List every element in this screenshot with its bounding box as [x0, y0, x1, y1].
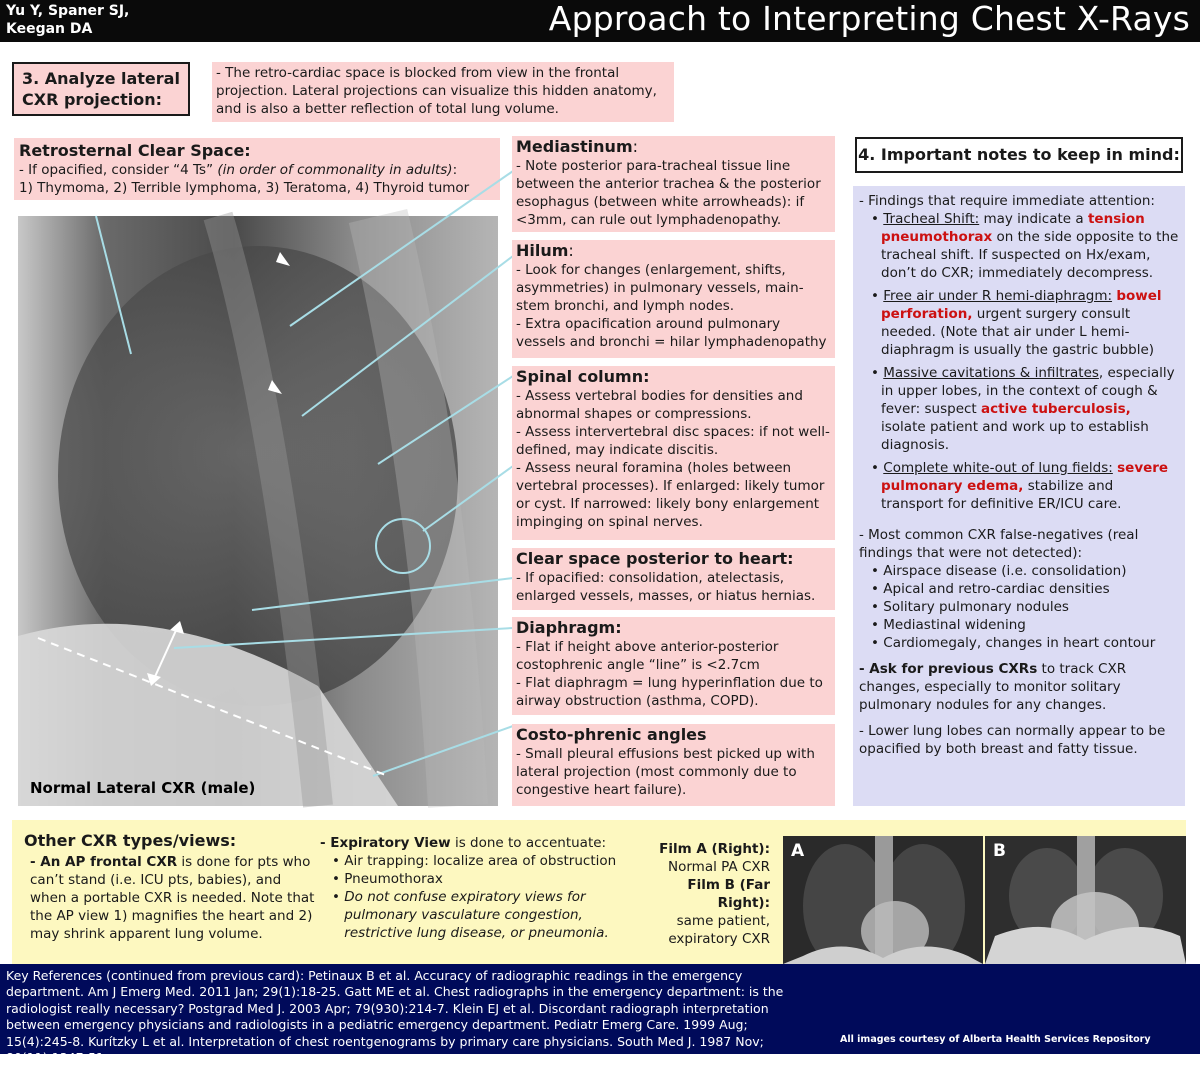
clear-space-title: Clear space posterior to heart: [516, 549, 794, 568]
expiratory-item: • Pneumothorax [332, 871, 443, 887]
film-a-label: Film A (Right): [659, 841, 770, 857]
hilum-title-line [516, 240, 831, 261]
costophrenic-box [512, 724, 835, 806]
expiratory-warning [320, 888, 640, 942]
immediate-0-title: Tracheal Shift: [883, 211, 980, 227]
references-text: Key References (continued from previous card): Petinaux B et al. Accuracy of radiographic readings in the emergency department. Am J Emerg Med. 2011 Jan; 29(1):18-25. Gatt ME et al. Chest radiographs in the emergency department: is the radiologist really necessary? Postgrad Med J. 2003 Apr; 79(930):214-7. Klein EJ et al. Discordant radiograph interpretation between emergency physicians and radiologists in a pediatric emergency department. Pediatr Emerg Care. 1999 Aug; 15(4):245-8. Kurítzky L et al. Interpretation of chest roentgenograms by primary care physicians. South Med J. 1987 Nov; 80(11):1347-51. [6, 968, 784, 1066]
expiratory-view-text [320, 834, 640, 942]
lower-lobes-note: - Lower lung lobes can normally appear to be opacified by both breast and fatty tissue. [859, 723, 1166, 757]
authors-line-1: Yu Y, Spaner SJ, [6, 3, 130, 19]
section3-heading-line-1: 3. Analyze lateral [22, 69, 180, 88]
immediate-3-title: Complete white-out of lung fields: [883, 460, 1113, 476]
false-negative-text: Cardiomegaly, changes in heart contour [883, 635, 1156, 651]
mediastinum-title-line [516, 136, 831, 157]
spinal-box [512, 366, 835, 540]
false-negative-item: • Apical and retro-cardiac densities [871, 581, 1110, 597]
previous-cxr-bold: - Ask for previous CXRs [859, 661, 1038, 677]
false-negative-text: Mediastinal widening [883, 617, 1026, 633]
spacer [859, 714, 1179, 722]
false-negative-item: • Solitary pulmonary nodules [871, 599, 1069, 615]
film-a-image [783, 836, 983, 964]
immediate-2-red: active tuberculosis, [981, 401, 1131, 417]
immediate-2-title: Massive cavitations & infiltrates [883, 365, 1099, 381]
section4-heading: 4. Important notes to keep in mind: [855, 137, 1183, 173]
false-negative-item: • Cardiomegaly, changes in heart contour [871, 635, 1156, 651]
false-negative-text: Solitary pulmonary nodules [883, 599, 1069, 615]
hilum-box [512, 240, 835, 358]
retro-line1-italic: (in order of commonality in adults) [217, 162, 453, 178]
expiratory-line [320, 834, 640, 852]
false-negative-text: Airspace disease (i.e. consolidation) [883, 563, 1127, 579]
lateral-xray-image [18, 216, 498, 806]
expiratory-rest: is done to accentuate: [450, 835, 607, 851]
immediate-heading: - Findings that require immediate attention: [859, 193, 1155, 209]
mediastinum-box [512, 136, 835, 232]
retrosternal-list: 1) Thymoma, 2) Terrible lymphoma, 3) Teratoma, 4) Thyroid tumor [19, 180, 470, 196]
false-negative-item: • Mediastinal widening [871, 617, 1026, 633]
immediate-item-free-air: • Free air under R hemi-diaphragm: bowel perforation, urgent surgery consult needed. (Note that air under L hemi-diaphragm is usually the gastric bubble) [871, 288, 1162, 358]
immediate-2-b: isolate patient and work up to establish diagnosis. [881, 419, 1149, 453]
diaphragm-title: Diaphragm: [516, 618, 622, 637]
immediate-3-red: severe pulmonary edema, [881, 460, 1169, 494]
spinal-title: Spinal column: [516, 367, 650, 386]
retro-line1-pre: - If opacified, consider “4 Ts” [19, 162, 218, 178]
clear-space-text: - If opacified: consolidation, atelectasis, enlarged vessels, masses, or hiatus hernias. [516, 570, 816, 604]
false-negative-text: Apical and retro-cardiac densities [883, 581, 1110, 597]
spinal-line-2: - Assess intervertebral disc spaces: if not well-defined, may indicate discitis. [516, 424, 830, 458]
spinal-line-1: - Assess vertebral bodies for densities and abnormal shapes or compressions. [516, 388, 803, 422]
false-negative-item: • Airspace disease (i.e. consolidation) [871, 563, 1127, 579]
spacer [859, 652, 1179, 660]
film-b-label: Film B (Far Right): [687, 877, 770, 911]
film-legend [632, 840, 770, 948]
clear-space-box [512, 548, 835, 610]
ap-frontal-text [30, 853, 320, 943]
immediate-0-a: may indicate a [979, 211, 1088, 227]
immediate-3-b: stabilize and transport for definitive ER/ICU care. [881, 478, 1122, 512]
retrosternal-box [14, 138, 500, 200]
mediastinum-text: - Note posterior para-tracheal tissue line between the anterior trachea & the posterior esophagus (between white arrowheads): if <3mm, can rule out lymphadenopathy. [516, 158, 821, 228]
mediastinum-title: Mediastinum [516, 137, 633, 156]
previous-cxr-rest: to track CXR changes, especially to monitor solitary pulmonary nodules for any changes. [859, 661, 1127, 713]
expiratory-bold: - Expiratory View [320, 835, 451, 851]
other-views-heading: Other CXR types/views: [24, 831, 237, 850]
film-a-svg [783, 836, 983, 964]
section3-heading [12, 62, 190, 116]
authors [6, 2, 206, 38]
retrosternal-title: Retrosternal Clear Space: [19, 141, 251, 160]
bullet: • [332, 889, 345, 905]
film-a-desc: Normal PA CXR [668, 859, 770, 875]
spinal-line-3: - Assess neural foramina (holes between vertebral processes). If enlarged: likely tumor or cyst. If narrowed: likely bony enlargement impinging on spinal nerves. [516, 460, 825, 530]
lateral-xray-svg [18, 216, 498, 806]
page-title: Approach to Interpreting Chest X-Rays [548, 0, 1190, 38]
diaphragm-line-1: - Flat if height above anterior-posterior costophrenic angle “line” is <2.7cm [516, 639, 779, 673]
diaphragm-line-2: - Flat diaphragm = lung hyperinflation due to airway obstruction (asthma, COPD). [516, 675, 823, 709]
immediate-1-b: urgent surgery consult needed. (Note that air under L hemi-diaphragm is usually the gastric bubble) [881, 306, 1155, 358]
costophrenic-title: Costo-phrenic angles [516, 725, 707, 744]
diaphragm-box [512, 617, 835, 715]
immediate-item-white-out: • Complete white-out of lung fields: severe pulmonary edema, stabilize and transport for definitive ER/ICU care. [871, 460, 1169, 512]
immediate-2-a: , especially in upper lobes, in the context of cough & fever: suspect [881, 365, 1175, 417]
section4-panel [853, 186, 1185, 806]
expiratory-item-text: Pneumothorax [344, 871, 443, 887]
film-b-svg [985, 836, 1186, 964]
film-b-letter: B [993, 841, 1006, 861]
ap-frontal-bold: - An AP frontal CXR [30, 854, 178, 870]
costophrenic-text: - Small pleural effusions best picked up with lateral projection (most commonly due to congestive heart failure). [516, 746, 815, 798]
section3-heading-line-2: CXR projection: [22, 90, 163, 109]
spacer [859, 518, 1179, 526]
authors-line-2: Keegan DA [6, 21, 93, 37]
immediate-1-red: bowel perforation, [881, 288, 1162, 322]
image-credit: All images courtesy of Alberta Health Services Repository [840, 1034, 1151, 1045]
ap-frontal-rest: is done for pts who can’t stand (i.e. ICU pts, babies), and when a portable CXR is needed. Note that the AP view 1) magnifies the heart and 2) may shrink apparent lung volume. [30, 854, 315, 942]
immediate-1-title: Free air under R hemi-diaphragm: [883, 288, 1113, 304]
film-b-desc: same patient, expiratory CXR [668, 913, 770, 947]
expiratory-warning-text: Do not confuse expiratory views for pulmonary vasculature congestion, restrictive lung disease, or pneumonia. [344, 889, 609, 941]
immediate-0-b: on the side opposite to the tracheal shift. If suspected on Hx/exam, don’t do CXR; immediately decompress. [881, 229, 1179, 281]
false-negatives-heading: - Most common CXR false-negatives (real findings that were not detected): [859, 527, 1139, 561]
immediate-0-red: tension pneumothorax [881, 211, 1145, 245]
section3-intro: - The retro-cardiac space is blocked from view in the frontal projection. Lateral projections can visualize this hidden anatomy, and is also a better reflection of total lung volume. [212, 62, 674, 122]
lateral-xray-caption: Normal Lateral CXR (male) [30, 779, 256, 797]
mediastinum-title-suffix: : [632, 137, 639, 156]
immediate-item-tracheal: • Tracheal Shift: may indicate a tension pneumothorax on the side opposite to the tracheal shift. If suspected on Hx/exam, don’t do CXR; immediately decompress. [871, 211, 1179, 281]
retrosternal-text [19, 161, 495, 179]
expiratory-item-text: Air trapping: localize area of obstruction [344, 853, 617, 869]
film-b-image [985, 836, 1186, 964]
film-a-letter: A [791, 841, 805, 861]
hilum-title: Hilum [516, 241, 569, 260]
previous-cxr-note [859, 660, 1179, 714]
hilum-line-1: - Look for changes (enlargement, shifts, asymmetries) in pulmonary vessels, main-stem bronchi, and lymph nodes. [516, 262, 804, 314]
retro-line1-post: : [452, 162, 458, 178]
hilum-title-suffix: : [568, 241, 574, 260]
expiratory-item: • Air trapping: localize area of obstruction [332, 853, 617, 869]
hilum-line-2: - Extra opacification around pulmonary vessels and bronchi = hilar lymphadenopathy [516, 316, 827, 350]
immediate-item-cavitations: • Massive cavitations & infiltrates, especially in upper lobes, in the context of cough & fever: suspect active tuberculosis, isolate patient and work up to establish diagnosis. [871, 365, 1175, 453]
